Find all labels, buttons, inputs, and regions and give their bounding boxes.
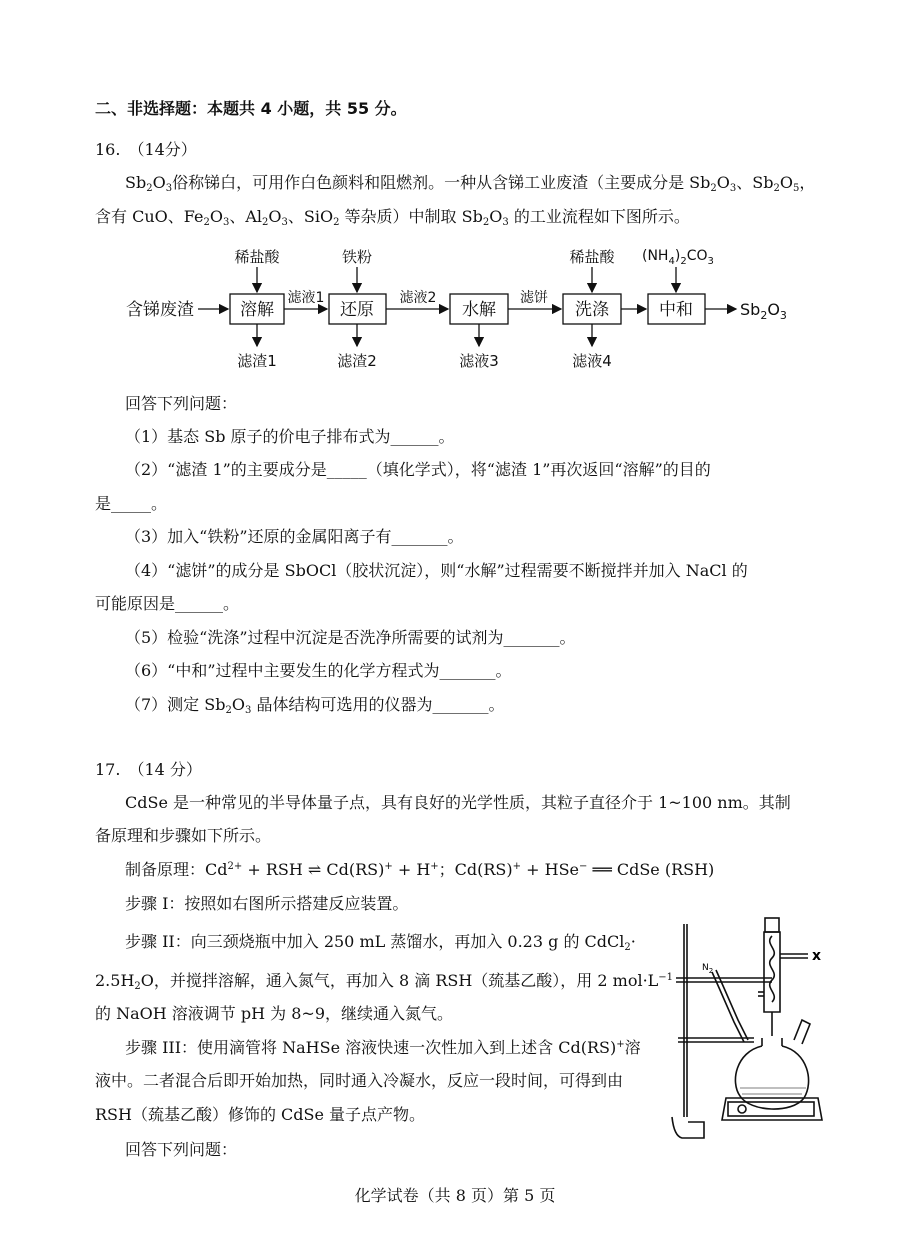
q16-subquestion-5: （5）检验“洗涤”过程中沉淀是否洗净所需要的试剂为_______。 (125, 628, 576, 647)
section-heading: 二、非选择题：本题共 4 小题，共 55 分。 (95, 99, 407, 118)
q17-step-1: 步骤 I：按照如右图所示搭建反应装置。 (125, 894, 409, 913)
q16-intro-line1: $Sb_2O_3$俗称锑白，可用作白色颜料和阻燃剂。一种从含锑工业废渣（主要成分是 $Sb_2O_3$、$Sb_2O_5$， (125, 173, 816, 194)
q17-step-3b: 液中。二者混合后即开始加热，同时通入冷凝水，反应一段时间，可得到由 (95, 1071, 624, 1090)
q17-step-2c: 的 NaOH 溶液调节 pH 为 8~9，继续通入氮气。 (95, 1004, 454, 1023)
q16-subquestion-6: （6）“中和”过程中主要发生的化学方程式为_______。 (125, 661, 512, 680)
flow-link-3: 滤饼 (520, 290, 548, 306)
flow-output-filtrate-3: 滤液3 (459, 352, 499, 370)
q17-step-3c: RSH（巯基乙酸）修饰的 CdSe 量子点产物。 (95, 1105, 426, 1124)
flow-output-residue-1: 滤渣1 (237, 352, 277, 370)
process-flowchart (118, 240, 788, 375)
flow-input-hcl-2: 稀盐酸 (569, 248, 615, 266)
flow-box-dissolve-label: 溶解 (240, 300, 274, 320)
q17-header: 17. （14 分） (95, 760, 202, 779)
flow-output-residue-2: 滤渣2 (337, 352, 377, 370)
flow-start-label: 含锑废渣 (126, 300, 194, 320)
q16-subquestion-1: （1）基态 Sb 原子的价电子排布式为______。 (125, 427, 455, 446)
q17-principle: 制备原理：$Cd^{2+}$ + RSH ⇌ Cd(RS)+ + H+；Cd(RS)+ + HSe− ══ CdSe (RSH) (125, 860, 715, 879)
flow-product: $Sb_2O_3$ (740, 300, 787, 322)
q17-answer-prompt: 回答下列问题： (125, 1140, 238, 1159)
flow-box-reduce-label: 还原 (340, 300, 374, 320)
flow-input-iron: 铁粉 (341, 248, 373, 266)
q16-subquestion-2a: （2）“滤渣 1”的主要成分是_____（填化学式），将“滤渣 1”再次返回“溶解”的目的 (125, 460, 711, 479)
flow-link-2: 滤液2 (399, 290, 437, 306)
q17-intro-line2: 备原理和步骤如下所示。 (95, 826, 272, 845)
page-footer: 化学试卷（共 8 页）第 5 页 (354, 1186, 556, 1205)
flow-box-hydrolysis-label: 水解 (462, 300, 496, 320)
q16-intro-line2: 含有 CuO、$Fe_2O_3$、$Al_2O_3$、SiO$_2$ 等杂质）中制取 $Sb_2O_3$ 的工业流程如下图所示。 (95, 207, 690, 228)
q16-subquestion-3: （3）加入“铁粉”还原的金属阳离子有_______。 (125, 527, 464, 546)
flow-output-filtrate-4: 滤液4 (572, 352, 612, 370)
q16-subquestion-4a: （4）“滤饼”的成分是 SbOCl（胶状沉淀），则“水解”过程需要不断搅拌并加入 NaCl 的 (125, 561, 748, 580)
q16-answer-prompt: 回答下列问题： (125, 394, 238, 413)
q17-intro-line1: CdSe 是一种常见的半导体量子点，具有良好的光学性质，其粒子直径介于 1~100 nm。其制 (125, 793, 791, 812)
q17-step-3a: 步骤 III：使用滴管将 NaHSe 溶液快速一次性加入到上述含 Cd(RS)+溶 (125, 1038, 641, 1057)
q16-subquestion-2b: 是_____。 (95, 494, 168, 513)
flow-box-neutralize-label: 中和 (659, 300, 693, 320)
reaction-apparatus-figure (668, 912, 838, 1148)
apparatus-x-label: x (812, 948, 822, 964)
q17-step-2b: $2.5H_2O$，并搅拌溶解，通入氮气，再加入 8 滴 RSH（巯基乙酸），用 2 $mol\cdot L^{-1}$ (95, 971, 674, 992)
q16-subquestion-7: （7）测定 $Sb_2O_3$ 晶体结构可选用的仪器为_______。 (125, 695, 505, 716)
q16-header: 16. （14分） (95, 140, 197, 159)
flow-input-ammonium-carbonate: $(NH_4)_2CO_3$ (642, 248, 714, 267)
flow-box-wash-label: 洗涤 (575, 300, 609, 320)
flow-input-hcl-1: 稀盐酸 (234, 248, 280, 266)
q17-step-2a: 步骤 II：向三颈烧瓶中加入 250 mL 蒸馏水，再加入 0.23 g 的 CdCl$_2$· (125, 932, 636, 953)
flow-link-1: 滤液1 (287, 290, 325, 306)
apparatus-n2-label: $N_2$ (702, 963, 714, 975)
q16-subquestion-4b: 可能原因是______。 (95, 594, 240, 613)
